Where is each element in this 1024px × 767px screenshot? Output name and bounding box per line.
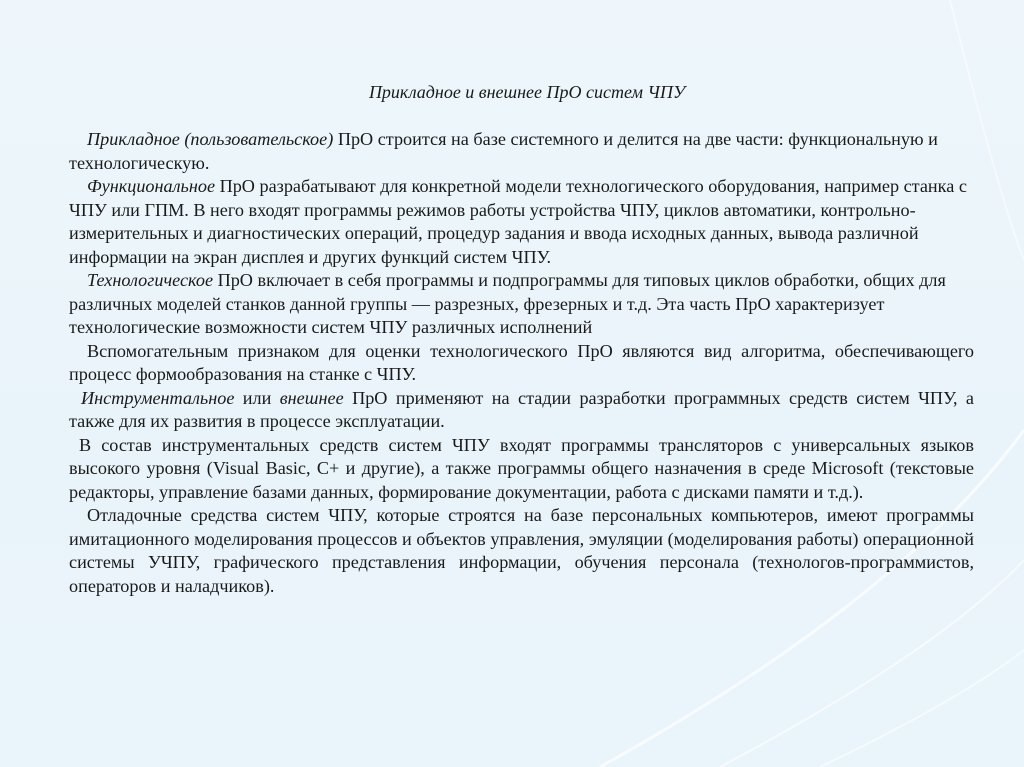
paragraph-applied <box>69 128 974 175</box>
paragraph-lead-2: внешнее <box>279 387 344 408</box>
document-body <box>69 128 974 598</box>
paragraph-text: Отладочные средства систем ЧПУ, которые строятся на базе персональных компьютеров, имеют программы имитационного моделирования процессов и объектов управления, эмуляции (моделирования работы) операционной системы УЧПУ, графического представления информации, обучения персонала (технологов-программистов, операторов и наладчиков). <box>69 505 974 596</box>
paragraph-connector: или <box>234 387 280 408</box>
paragraph-lead: Инструментальное <box>81 387 235 408</box>
paragraph-functional <box>69 175 974 269</box>
paragraph-text: ПрО включает в себя программы и подпрограммы для типовых циклов обработки, общих для различных моделей станков данной группы — разрезных, фрезерных и т.д. Эта часть ПрО характеризует технологические возможности систем ЧПУ различных исполнений <box>69 270 946 337</box>
paragraph-text: ПрО строится на базе системного и делится на две части: функциональную и технологическую. <box>69 129 938 173</box>
paragraph-tools <box>69 434 974 505</box>
paragraph-text: ПрО разрабатывают для конкретной модели технологического оборудования, например станка с ЧПУ или ГПМ. В него входят программы режимов работы устройства ЧПУ, циклов автоматики, контрольно-измерительных и диагностических операций, процедур задания и ввода исходных данных, вывода различной информации на экран дисплея и других функций систем ЧПУ. <box>69 176 967 267</box>
paragraph-auxiliary <box>69 340 974 387</box>
paragraph-lead: Технологическое <box>87 270 214 290</box>
paragraph-text: ПрО применяют на стадии разработки программных средств систем ЧПУ, а также для их развития в процессе эксплуатации. <box>69 387 975 431</box>
page-title: Прикладное и внешнее ПрО систем ЧПУ <box>368 82 686 102</box>
paragraph-text: Вспомогательным признаком для оценки технологического ПрО являются вид алгоритма, обеспечивающего процесс формообразования на станке с ЧПУ. <box>69 340 974 384</box>
paragraph-debug <box>69 504 974 598</box>
paragraph-instrumental <box>69 387 974 434</box>
paragraph-lead: Прикладное (пользовательское) <box>87 129 334 149</box>
paragraph-text: В состав инструментальных средств систем ЧПУ входят программы трансляторов с универсальных языков высокого уровня (Visual Basic, C+ и другие), а также программы общего назначения в среде Microsoft (текстовые редакторы, управление базами данных, формирование документации, работа с дисками памяти и т.д.). <box>69 434 974 502</box>
paragraph-technological <box>69 269 974 340</box>
paragraph-lead: Функциональное <box>87 176 216 196</box>
